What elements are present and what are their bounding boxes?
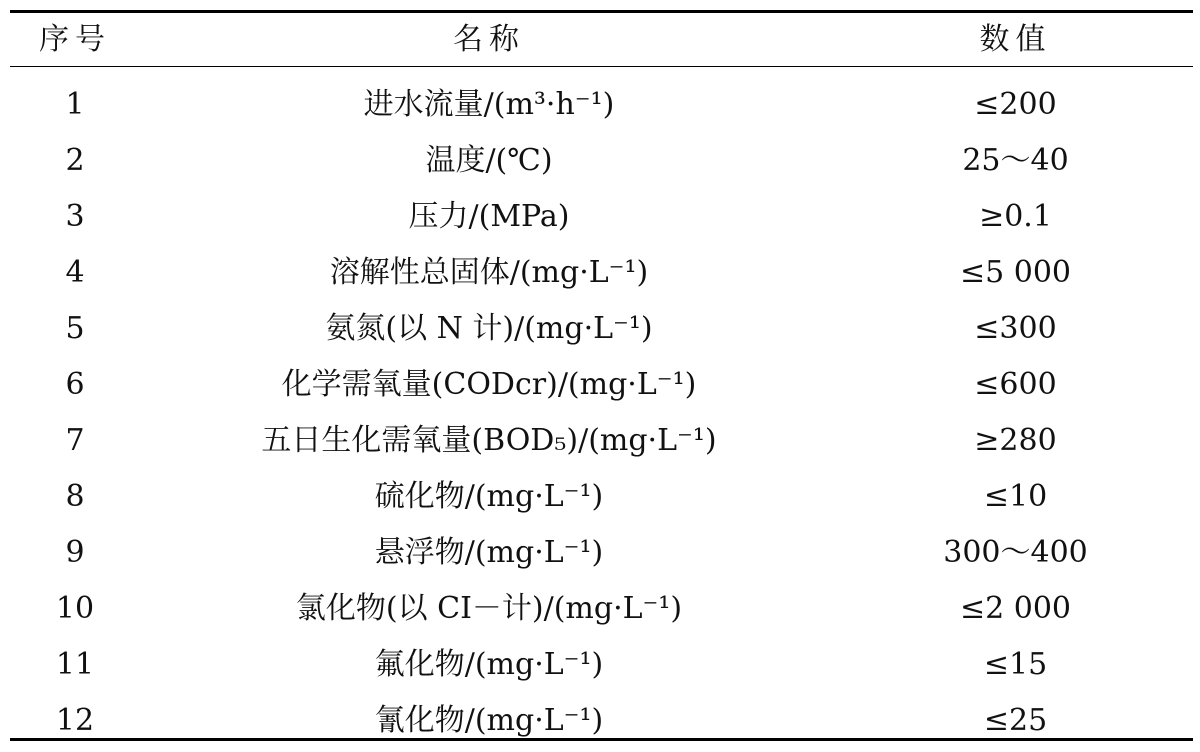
table-row: [10, 581, 1193, 637]
row-index: 3: [65, 199, 85, 234]
header-index: 序号: [39, 22, 111, 57]
row-index: 2: [65, 143, 85, 178]
table-row: [10, 525, 1193, 581]
row-name: 氨氮(以 N 计)/(mg·L⁻¹): [325, 311, 653, 346]
table-row: [10, 133, 1193, 189]
row-name: 压力/(MPa): [408, 199, 570, 234]
row-index: 8: [65, 479, 85, 514]
table-row: [10, 301, 1193, 357]
row-index: 5: [65, 311, 85, 346]
row-value: ≤600: [974, 367, 1057, 402]
row-name: 硫化物/(mg·L⁻¹): [374, 479, 604, 514]
header-value: 数值: [979, 22, 1052, 57]
row-name: 温度/(℃): [425, 143, 553, 178]
table-row: [10, 245, 1193, 301]
table-row: [10, 189, 1193, 245]
row-index: 6: [65, 367, 85, 402]
row-value: ≥280: [974, 423, 1057, 458]
row-value: ≤300: [974, 311, 1057, 346]
row-name: 五日生化需氧量(BOD₅)/(mg·L⁻¹): [261, 423, 717, 458]
table-top-rule: [10, 10, 1193, 13]
row-name: 悬浮物/(mg·L⁻¹): [374, 535, 604, 570]
row-index: 12: [55, 703, 95, 738]
row-index: 10: [55, 591, 95, 626]
row-value: 25～40: [962, 143, 1069, 178]
table-bottom-rule: [10, 738, 1193, 741]
row-name: 氟化物/(mg·L⁻¹): [374, 647, 604, 682]
row-value: ≤2 000: [959, 591, 1072, 626]
table-header-rule: [10, 66, 1193, 67]
row-index: 11: [55, 647, 95, 682]
row-index: 7: [65, 423, 85, 458]
table-row: [10, 413, 1193, 469]
header-name: 名称: [453, 22, 525, 57]
table-row: [10, 357, 1193, 413]
row-name: 化学需氧量(CODcr)/(mg·L⁻¹): [281, 367, 697, 402]
row-value: ≤5 000: [959, 255, 1072, 290]
row-value: ≥0.1: [979, 199, 1052, 234]
row-name: 氰化物/(mg·L⁻¹): [374, 703, 604, 738]
table-row: [10, 469, 1193, 525]
row-name: 进水流量/(m³·h⁻¹): [363, 87, 615, 122]
table-row: [10, 77, 1193, 133]
table-row: [10, 637, 1193, 693]
row-name: 溶解性总固体/(mg·L⁻¹): [329, 255, 649, 290]
row-value: 300～400: [943, 535, 1088, 570]
table-header-row: [10, 15, 1193, 65]
row-index: 9: [65, 535, 85, 570]
row-index: 1: [65, 87, 85, 122]
row-value: ≤10: [983, 479, 1048, 514]
row-value: ≤200: [974, 87, 1057, 122]
row-value: ≤25: [983, 703, 1048, 738]
row-name: 氯化物(以 CI－计)/(mg·L⁻¹): [295, 591, 683, 626]
row-index: 4: [65, 255, 85, 290]
row-value: ≤15: [983, 647, 1048, 682]
